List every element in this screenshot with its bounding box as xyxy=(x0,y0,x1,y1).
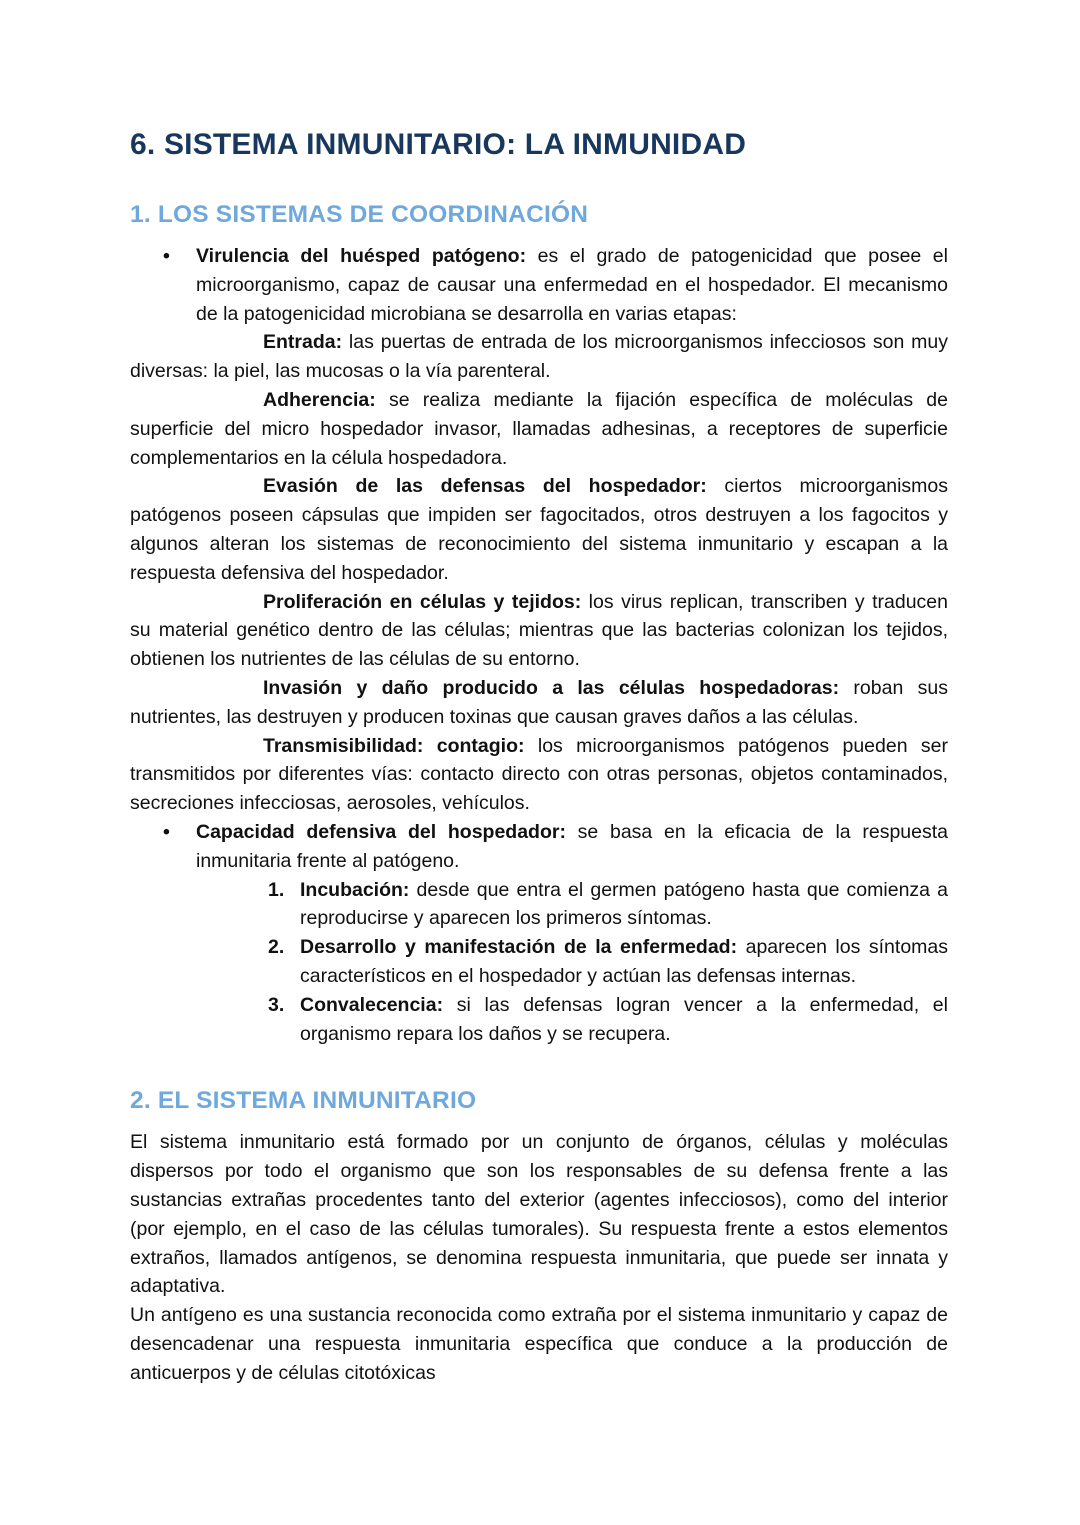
bullet-lead: Capacidad defensiva del hospedador: xyxy=(196,820,566,843)
phase-text: aparecen los síntomas característicos en el hospedador y actúan las defensas internas. xyxy=(300,936,948,987)
stage-text: se realiza mediante la fijación específica de moléculas de superficie del micro hospedador invasor, llamadas adhesinas, a receptores de superficie complementarios en la célula hospedadora. xyxy=(130,388,948,469)
phase-desarrollo xyxy=(130,933,948,991)
stage-lead: Evasión de las defensas del hospedador: xyxy=(263,475,707,498)
bullet-lead: Virulencia del huésped patógeno: xyxy=(196,245,527,267)
bullet-marker: • xyxy=(163,245,170,267)
stage-lead: Transmisibilidad: contagio: xyxy=(263,734,525,757)
phase-lead: Desarrollo y manifestación de la enfermedad: xyxy=(300,936,738,959)
section-2-body xyxy=(130,1128,948,1387)
page-title: 6. SISTEMA INMUNITARIO: LA INMUNIDAD xyxy=(130,128,747,161)
bullet-virulencia xyxy=(130,242,948,328)
list-number: 3. xyxy=(268,993,285,1016)
stage-text: los microorganismos patógenos pueden ser transmitidos por diferentes vías: contacto directo con otras personas, objetos contaminados, secreciones infecciosas, aerosoles, vehículos. xyxy=(130,734,949,815)
paragraph-sistema-inmunitario: El sistema inmunitario está formado por un conjunto de órganos, células y moléculas dispersos por todo el organismo que son los responsables de su defensa frente a las sustancias extrañas procedentes tanto del exterior (agentes infecciosos), como del interior (por ejemplo, en el caso de las células tumorales). Su respuesta frente a estos elementos extraños, llamados antígenos, se denomina respuesta inmunitaria, que puede ser innata y adaptativa. xyxy=(130,1131,948,1298)
phase-text: desde que entra el germen patógeno hasta que comienza a reproducirse y aparecen los primeros síntomas. xyxy=(300,878,948,930)
stage-evasion xyxy=(130,472,948,587)
list-number: 2. xyxy=(268,936,285,959)
section-1-body xyxy=(130,242,948,1048)
list-number: 1. xyxy=(268,878,285,901)
stage-lead: Adherencia: xyxy=(263,388,376,411)
stage-transmisibilidad xyxy=(130,732,948,818)
stage-text: ciertos microorganismos patógenos poseen cápsulas que impiden ser fagocitados, otros destruyen a los fagocitos y algunos alteran los sistemas de reconocimiento del sistema inmunitario y escapan a la respuesta defensiva del hospedador. xyxy=(130,475,948,584)
stage-proliferacion xyxy=(130,588,948,674)
stage-text: los virus replican, transcriben y traducen su material genético dentro de las células; mientras que las bacterias colonizan los tejidos, obtienen los nutrientes de las células de su entorno. xyxy=(130,590,948,671)
stage-invasion xyxy=(130,674,948,732)
stage-adherencia xyxy=(130,386,948,472)
stage-entrada xyxy=(130,328,948,386)
bullet-text: se basa en la eficacia de la respuesta inmunitaria frente al patógeno. xyxy=(196,820,948,872)
phase-lead: Incubación: xyxy=(300,878,410,901)
paragraph-antigeno: Un antígeno es una sustancia reconocida como extraña por el sistema inmunitario y capaz de desencadenar una respuesta inmunitaria específica que conduce a la producción de anticuerpos y de células citotóxicas xyxy=(130,1304,948,1384)
stage-text: las puertas de entrada de los microorganismos infecciosos son muy diversas: la piel, las mucosas o la vía parenteral. xyxy=(130,331,948,383)
stage-lead: Invasión y daño producido a las células hospedadoras: xyxy=(263,676,840,699)
stage-lead: Entrada: xyxy=(263,331,343,354)
section-2-heading: 2. EL SISTEMA INMUNITARIO xyxy=(130,1087,477,1115)
bullet-capacidad xyxy=(130,818,948,876)
section-1-heading: 1. LOS SISTEMAS DE COORDINACIÓN xyxy=(130,201,589,228)
bullet-marker: • xyxy=(163,820,170,843)
stage-lead: Proliferación en células y tejidos: xyxy=(263,590,582,613)
stage-text: roban sus nutrientes, las destruyen y producen toxinas que causan graves daños a las células. xyxy=(130,676,948,728)
phase-lead: Convalecencia: xyxy=(300,993,444,1016)
phase-text: si las defensas logran vencer a la enfermedad, el organismo repara los daños y se recupera. xyxy=(300,993,948,1045)
phase-incubacion xyxy=(130,876,948,934)
phase-convalecencia xyxy=(130,991,948,1049)
bullet-text: es el grado de patogenicidad que posee el microorganismo, capaz de causar una enfermedad en el hospedador. El mecanismo de la patogenicidad microbiana se desarrolla en varias etapas: xyxy=(196,245,948,325)
